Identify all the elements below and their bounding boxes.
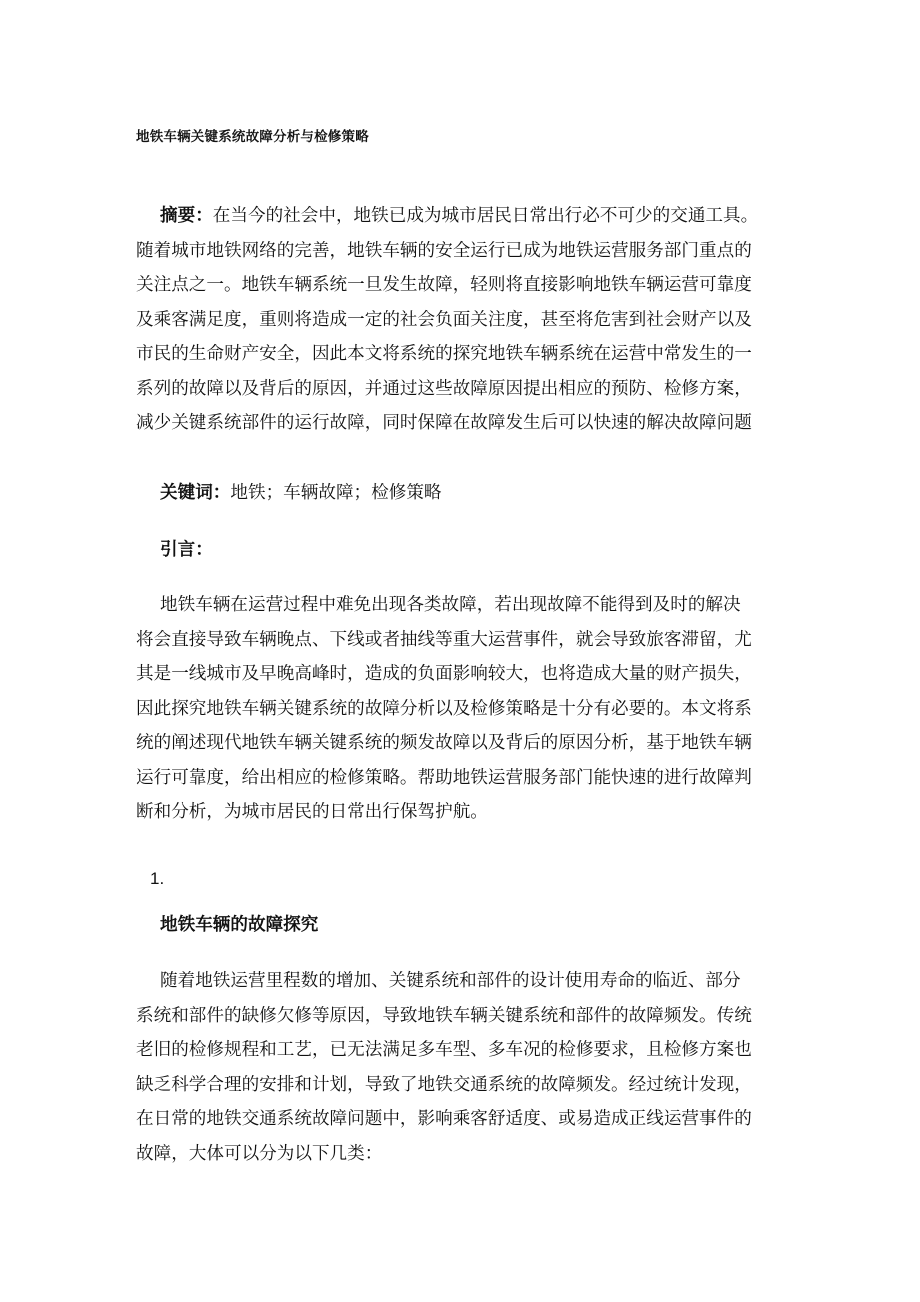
abstract-section <box>136 199 796 441</box>
abstract-line: 关注点之一。地铁车辆系统一旦发生故障，轻则将直接影响地铁车辆运营可靠度 <box>136 275 752 295</box>
keywords-value: 地铁；车辆故障；检修策略 <box>230 483 442 503</box>
abstract-line: 系列的故障以及背后的原因，并通过这些故障原因提出相应的预防、检修方案， <box>136 378 752 399</box>
intro-section <box>136 588 796 830</box>
intro-line: 其是一线城市及早晚高峰时，造成的负面影响较大，也将造成大量的财产损失， <box>136 664 752 684</box>
section-body <box>136 964 796 1171</box>
intro-line: 因此探究地铁车辆关键系统的故障分析以及检修策略是十分有必要的。本文将系 <box>136 698 752 719</box>
section-number: 1. <box>150 869 165 888</box>
intro-heading: 引言： <box>160 540 213 560</box>
keywords-label: 关键词： <box>160 483 231 503</box>
section-heading: 地铁车辆的故障探究 <box>160 915 319 935</box>
intro-line: 统的阐述现代地铁车辆关键系统的频发故障以及背后的原因分析，基于地铁车辆 <box>136 733 752 753</box>
section-line: 老旧的检修规程和工艺，已无法满足多车型、多车况的检修要求，且检修方案也 <box>136 1040 752 1060</box>
abstract-line: 随着城市地铁网络的完善，地铁车辆的安全运行已成为地铁运营服务部门重点的 <box>136 240 752 261</box>
abstract-first-line <box>136 199 796 234</box>
abstract-line: 市民的生命财产安全，因此本文将系统的探究地铁车辆系统在运营中常发生的一 <box>136 344 752 364</box>
document-title: 地铁车辆关键系统故障分析与检修策略 <box>136 129 369 145</box>
abstract-label: 摘要： <box>160 206 213 226</box>
section-line: 在日常的地铁交通系统故障问题中，影响乘客舒适度、或易造成正线运营事件的 <box>136 1109 752 1129</box>
intro-line: 断和分析，为城市居民的日常出行保驾护航。 <box>136 802 488 822</box>
section-line: 随着地铁运营里程数的增加、关键系统和部件的设计使用寿命的临近、部分 <box>160 971 741 991</box>
section-line: 缺乏科学合理的安排和计划，导致了地铁交通系统的故障频发。经过统计发现， <box>136 1074 752 1095</box>
intro-line: 将会直接导致车辆晚点、下线或者抽线等重大运营事件，就会导致旅客滞留，尤 <box>136 629 752 650</box>
abstract-line: 减少关键系统部件的运行故障，同时保障在故障发生后可以快速的解决故障问题 <box>136 413 752 433</box>
section-line: 故障，大体可以分为以下几类： <box>136 1143 383 1164</box>
keywords-line <box>160 476 442 511</box>
section-line: 系统和部件的缺修欠修等原因，导致地铁车辆关键系统和部件的故障频发。传统 <box>136 1005 752 1026</box>
intro-line: 运行可靠度，给出相应的检修策略。帮助地铁运营服务部门能快速的进行故障判 <box>136 767 752 788</box>
abstract-line: 及乘客满足度，重则将造成一定的社会负面关注度，甚至将危害到社会财产以及 <box>136 309 752 330</box>
abstract-line: 在当今的社会中，地铁已成为城市居民日常出行必不可少的交通工具。 <box>212 206 759 226</box>
intro-line: 地铁车辆在运营过程中难免出现各类故障，若出现故障不能得到及时的解决 <box>160 595 741 615</box>
